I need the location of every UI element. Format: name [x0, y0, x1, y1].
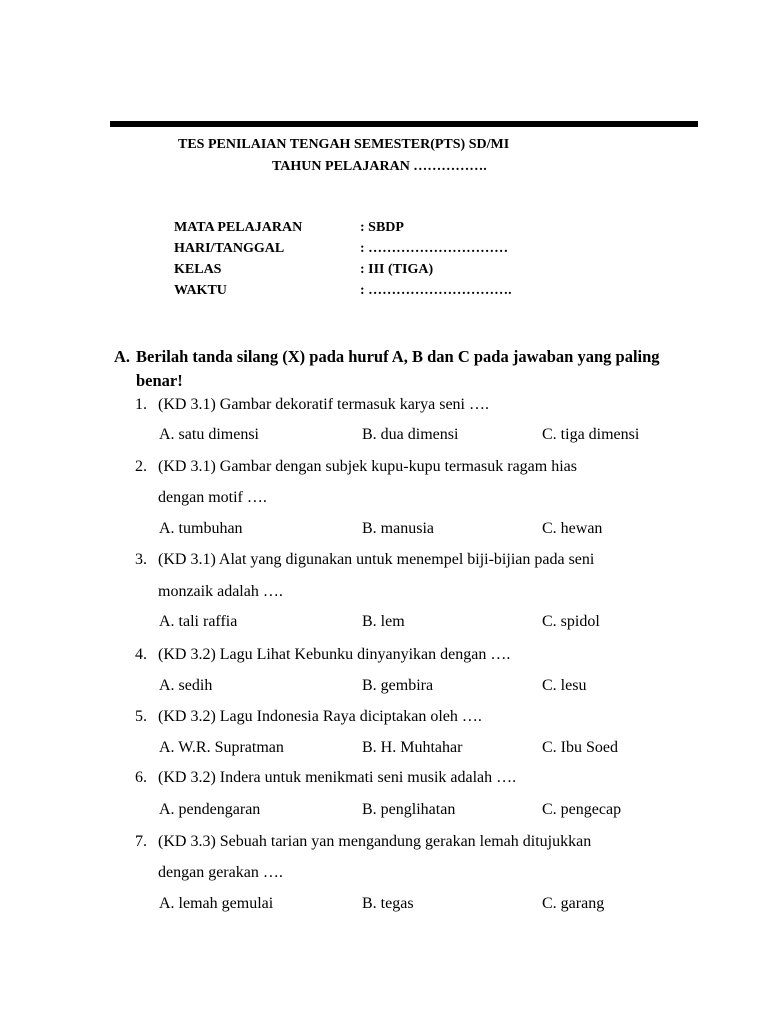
question-number: 1. [135, 396, 147, 413]
section-letter: A. [114, 347, 131, 366]
question-number: 3. [135, 551, 147, 568]
info-label: KELAS [174, 262, 222, 277]
option-a: A. W.R. Supratman [159, 739, 284, 756]
question-number: 5. [135, 708, 147, 725]
option-c: C. pengecap [542, 801, 622, 818]
option-c: C. Ibu Soed [542, 739, 618, 756]
info-label: HARI/TANGGAL [174, 241, 285, 256]
option-c: C. spidol [542, 613, 600, 630]
exam-title: TES PENILAIAN TENGAH SEMESTER(PTS) SD/MI [178, 137, 510, 152]
question-text: (KD 3.2) Indera untuk menikmati seni musik adalah …. [158, 769, 517, 786]
option-c: C. tiga dimensi [542, 426, 640, 443]
option-b: B. dua dimensi [362, 426, 459, 443]
question-text: (KD 3.2) Lagu Lihat Kebunku dinyanyikan dengan …. [158, 646, 511, 663]
option-a: A. sedih [159, 677, 213, 694]
info-label: WAKTU [174, 283, 227, 298]
question-text: (KD 3.2) Lagu Indonesia Raya diciptakan oleh …. [158, 708, 482, 725]
info-label: MATA PELAJARAN [174, 220, 303, 235]
option-a: A. tali raffia [159, 613, 238, 630]
question-text: monzaik adalah …. [158, 583, 283, 600]
academic-year: TAHUN PELAJARAN ……………. [272, 159, 487, 174]
question-number: 4. [135, 646, 147, 663]
option-b: B. penglihatan [362, 801, 456, 818]
option-b: B. gembira [362, 677, 434, 694]
option-a: A. lemah gemulai [159, 895, 274, 912]
info-value: : ………………………… [360, 241, 509, 256]
question-text: (KD 3.3) Sebuah tarian yan mengandung gerakan lemah ditujukkan [158, 833, 592, 850]
question-text: (KD 3.1) Alat yang digunakan untuk menempel biji-bijian pada seni [158, 551, 595, 568]
option-a: A. satu dimensi [159, 426, 259, 443]
info-value: : SBDP [360, 220, 404, 235]
option-c: C. hewan [542, 520, 603, 537]
option-a: A. pendengaran [159, 801, 261, 818]
question-number: 7. [135, 833, 147, 850]
option-b: B. lem [362, 613, 405, 630]
question-text: dengan gerakan …. [158, 864, 283, 881]
question-number: 6. [135, 769, 147, 786]
info-value: : …………………………. [360, 283, 512, 298]
option-c: C. lesu [542, 677, 587, 694]
info-value: : III (TIGA) [360, 262, 434, 277]
option-c: C. garang [542, 895, 605, 912]
option-a: A. tumbuhan [159, 520, 243, 537]
option-b: B. H. Muhtahar [362, 739, 463, 756]
question-number: 2. [135, 458, 147, 475]
question-text: (KD 3.1) Gambar dengan subjek kupu-kupu termasuk ragam hias [158, 458, 577, 475]
question-text: dengan motif …. [158, 489, 267, 506]
option-b: B. manusia [362, 520, 434, 537]
instruction-text: Berilah tanda silang (X) pada huruf A, B dan C pada jawaban yang paling benar! [136, 347, 660, 390]
question-text: (KD 3.1) Gambar dekoratif termasuk karya seni …. [158, 396, 489, 413]
option-b: B. tegas [362, 895, 414, 912]
